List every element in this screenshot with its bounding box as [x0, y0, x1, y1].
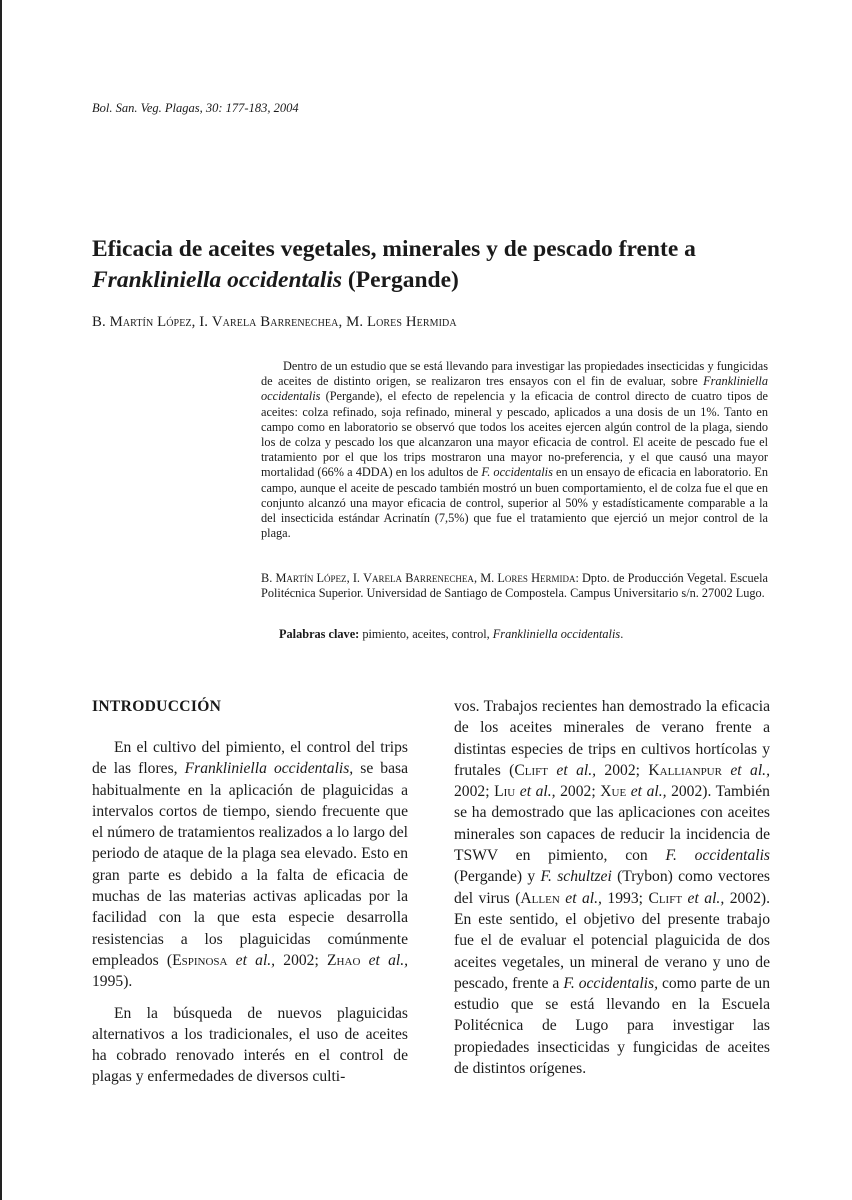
- abstract-text: Dentro de un estudio que se está llevando para investigar las propiedades insecticidas y fungicidas de aceites de distinto origen, se realizaron tres ensayos con el fin de evaluar, sobre: [261, 359, 768, 389]
- keywords-label: Palabras clave:: [279, 627, 360, 641]
- citation-author: Clift: [514, 761, 548, 779]
- para-text: vos. Trabajos recientes han demostrado la eficacia de los aceites minerales de verano frente a distintas especies de trips en cultivos hortícolas y frutales (: [454, 698, 770, 779]
- para-text: 2002). En este sentido, el objetivo del presente trabajo fue el de evaluar el potencial plaguicida de dos aceites vegetales, un mineral de verano y uno de pescado, frente a: [454, 889, 770, 992]
- para-text: En la búsqueda de nuevos plaguicidas alternativos a los tradicionales, el uso de aceites ha cobrado renovado interés en el control de plagas y enfermedades de diversos culti-: [92, 1004, 408, 1086]
- abstract-species: Frankliniella occidentalis: [261, 374, 768, 404]
- para-text: 2002;: [555, 783, 601, 801]
- section-heading: INTRODUCCIÓN: [92, 698, 222, 715]
- author-separator: , I.: [191, 314, 212, 330]
- para-text: En el cultivo del pimiento, el control del trips de las flores,: [92, 739, 408, 778]
- author-list: [92, 314, 457, 331]
- keywords-text: pimiento, aceites, control,: [359, 627, 493, 641]
- citation-etal: et al.,: [559, 889, 602, 907]
- intro-paragraph-2-continued: [454, 696, 770, 1079]
- author-name: Varela Barrenechea: [211, 314, 339, 330]
- title-line1: Eficacia de aceites vegetales, minerales y de pescado frente a: [92, 236, 696, 262]
- author-name: Martín López: [109, 314, 192, 330]
- citation-etal: et al.,: [548, 761, 597, 779]
- citation-etal: et al.,: [721, 761, 770, 779]
- para-species: F. occidentalis,: [563, 974, 658, 992]
- author-name: Lores Hermida: [366, 314, 457, 330]
- citation-author: Xue: [600, 783, 627, 801]
- paper-title: [92, 234, 792, 296]
- intro-paragraph-1: [92, 737, 408, 993]
- para-text: (Trybon) como vectores del virus (: [454, 868, 770, 907]
- para-text: 1995).: [92, 973, 133, 991]
- citation-etal: et al.,: [626, 783, 667, 801]
- para-text: como parte de un estudio que se está llevando en la Escuela Politécnica de Lugo para investigar las propiedades insecticidas y fungicidas de aceites de distintos orígenes.: [454, 974, 770, 1078]
- para-species: Frankliniella occidentalis,: [184, 760, 354, 778]
- citation-author: Allen: [520, 889, 560, 907]
- para-text: 2002;: [454, 783, 495, 801]
- affiliation: [261, 571, 768, 601]
- affil-author: Varela Barrenechea: [363, 571, 474, 585]
- para-text: 2002). También se ha demostrado que las aplicaciones con aceites minerales son capaces de reducir la incidencia de TSWV en pimiento, con: [454, 783, 770, 865]
- body-column-left: [92, 696, 408, 1088]
- citation-author: Liu: [494, 783, 516, 801]
- para-species: F. occidentalis: [665, 847, 770, 865]
- journal-reference: Bol. San. Veg. Plagas, 30: 177-183, 2004: [92, 101, 299, 115]
- para-text: 2002;: [275, 951, 328, 969]
- citation-author: Clift: [648, 889, 683, 907]
- abstract-text: (Pergande), el efecto de repelencia y la eficacia de control directo de cuatro tipos de aceites: colza refinado, soja refinado, mineral y pescado, aplicados a una dosis de un 1%. Tanto en campo como en laboratorio se observó que todos los aceites ejercen algún control de la plaga, siendo los de colza y pescado los que alcanzaron una mayor eficacia de control. El aceite de pescado fue el tratamiento por el que los trips mostraron una mayor no-preferencia, y el que causó una mayor mortalidad (66% a 4DDA) en los adultos de: [261, 389, 768, 480]
- abstract: [261, 359, 768, 541]
- citation-author: Espinosa: [172, 951, 228, 969]
- affil-separator: , I.: [346, 571, 364, 585]
- affil-initial: B.: [261, 571, 276, 585]
- author-separator: , M.: [338, 314, 367, 330]
- citation-author: Kallianpur: [648, 761, 722, 779]
- abstract-text: en un ensayo de eficacia en laboratorio. En campo, aunque el aceite de pescado también mostró un buen comportamiento, el de colza fue el que en conjunto alcanzó una mayor eficacia de control, superior al 50% y estadísticamente comparable a la del insecticida estándar Acrinatín (7,5%) que fue el tratamiento que ejerció un mejor control de la plaga.: [261, 465, 768, 541]
- citation-etal: et al.,: [515, 783, 556, 801]
- citation-author: Zhao: [327, 951, 361, 969]
- title-authority: (Pergande): [342, 267, 459, 293]
- intro-paragraph-2: [92, 1003, 408, 1088]
- para-species: F. schultzei: [540, 868, 612, 886]
- author-initial: B.: [92, 314, 110, 330]
- citation-etal: et al.,: [227, 951, 276, 969]
- para-text: (Pergande) y: [454, 868, 541, 886]
- para-text: 2002;: [596, 761, 649, 779]
- para-text: se basa habitualmente en la aplicación de plaguicidas a intervalos cortos de tiempo, siendo frecuente que el número de tratamientos realizados a lo largo del periodo de ataque de la plaga sea elevado. Esto en gran parte es debido a la falta de eficacia de muchas de las materias activas aplicadas por la facilidad con la que esta especie desarrolla resistencias a los plaguicidas comúnmente empleados (: [92, 760, 409, 969]
- affil-author: Lores Hermida: [497, 571, 576, 585]
- citation-etal: et al.,: [682, 889, 725, 907]
- para-text: 1993;: [601, 889, 649, 907]
- citation-etal: et al.,: [360, 951, 408, 969]
- title-species: Frankliniella occidentalis: [92, 267, 343, 293]
- keywords-end: .: [620, 627, 624, 641]
- keywords: [279, 627, 623, 642]
- affil-text: : Dpto. de Producción Vegetal. Escuela Politécnica Superior. Universidad de Santiago de Compostela. Campus Universitario s/n. 27002 Lugo.: [261, 571, 769, 601]
- body-column-right: [454, 696, 770, 1079]
- keywords-species: Frankliniella occidentalis: [492, 627, 621, 641]
- abstract-species: F. occidentalis: [481, 465, 553, 480]
- page-left-edge: [0, 0, 2, 1200]
- affil-author: Martín López: [275, 571, 347, 585]
- affil-separator: , M.: [473, 571, 498, 585]
